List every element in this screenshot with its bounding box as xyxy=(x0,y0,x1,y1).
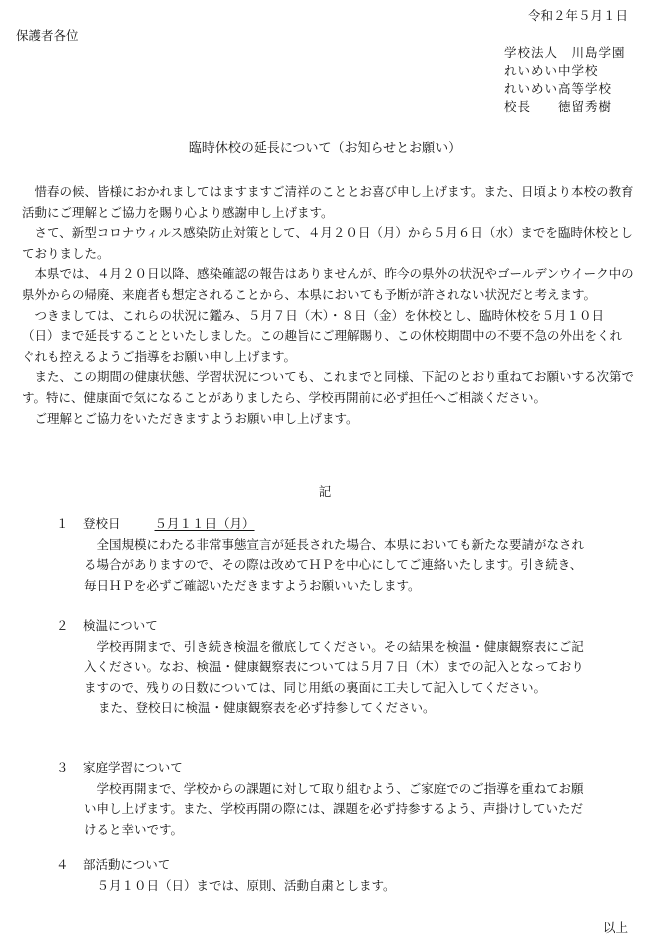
body-paragraph: また、この期間の健康状態、学習状況についても、これまでと同様、下記のとおり重ねてお願いする次第です。特に、健康面で気になることがありましたら、学校再開前に必ず担任へご相談ください。 xyxy=(22,369,634,405)
list-item-temperature xyxy=(56,616,590,719)
body-paragraph: 惜春の候、皆様におかれましてはますますご清祥のこととお喜び申し上げます。また、日頃より本校の教育活動にご理解とご協力を賜り心より感謝申し上げます。 xyxy=(22,184,634,220)
sender-line-junior-high: れいめい中学校 xyxy=(504,63,599,78)
item-description: 学校再開まで、学校からの課題に対して取り組むよう、ご家庭でのご指導を重ねてお願い申し上げます。また、学校再開の際には、課題を必ず持参するよう、声掛けしていただけると幸いです。 xyxy=(84,780,584,837)
body-text xyxy=(22,182,634,429)
item-number: １ xyxy=(56,516,69,531)
issue-date: 令和２年５月１日 xyxy=(527,8,628,23)
list-item-school-day xyxy=(56,514,590,596)
item-heading: 検温について xyxy=(83,618,158,633)
item-description: 学校再開まで、引き続き検温を徹底してください。その結果を検温・健康観察表にご記入ください。なお、検温・健康観察表については５月７日（木）までの記入となっておりますので、残りの日数については、同じ用紙の裏面に工夫して記入してください。 xyxy=(84,638,584,695)
item-description: ５月１０日（日）までは、原則、活動自粛とします。 xyxy=(84,877,396,893)
sender-line-principal: 校長 徳留秀樹 xyxy=(504,99,613,114)
school-day-date: ５月１１日（月） xyxy=(154,516,255,531)
body-paragraph: さて、新型コロナウィルス感染防止対策として、４月２０日（月）から５月６日（水）までを臨時休校としておりました。 xyxy=(22,225,633,261)
item-number: ３ xyxy=(56,760,69,775)
item-description: 全国規模にわたる非常事態宣言が延長された場合、本県においても新たな要請がなされる場合がありますので、その際は改めてＨＰを中心にしてご連絡いたします。引き続き、毎日ＨＰを必ずご確認いただきますようお願いいたします。 xyxy=(84,536,585,593)
list-item-home-study xyxy=(56,758,590,840)
item-number: ４ xyxy=(56,857,69,872)
item-description-extra: また、登校日に検温・健康観察表を必ず持参してください。 xyxy=(98,700,436,716)
ki-heading: 記 xyxy=(318,484,332,499)
item-heading: 家庭学習について xyxy=(83,760,183,775)
sender-line-high-school: れいめい高等学校 xyxy=(504,81,613,96)
body-paragraph: つきましては、これらの状況に鑑み、５月７日（木）・８日（金）を休校とし、臨時休校を５月１０日（日）まで延長することといたしました。この趣旨にご理解賜り、この休校期間中の不要不急の外出をくれぐれも控えるようご指導をお願い申し上げます。 xyxy=(22,307,623,364)
body-paragraph: ご理解とご協力をいただきますようお願い申し上げます。 xyxy=(22,410,359,426)
item-number: ２ xyxy=(56,618,69,633)
closing-word: 以上 xyxy=(602,920,628,935)
item-heading: 登校日 xyxy=(83,516,121,531)
list-item-club-activities xyxy=(56,855,590,896)
sender-line-corporation: 学校法人 川島学園 xyxy=(504,45,626,60)
document-title: 臨時休校の延長について（お知らせとお願い） xyxy=(188,141,462,156)
addressee: 保護者各位 xyxy=(16,28,79,43)
body-paragraph: 本県では、４月２０日以降、感染確認の報告はありませんが、昨今の県外の状況やゴールデンウイーク中の県外からの帰廃、来鹿者も想定されることから、本県においても予断が許されない状況だと考えます。 xyxy=(22,266,634,302)
item-heading: 部活動について xyxy=(83,857,171,872)
sender-block xyxy=(504,44,626,116)
